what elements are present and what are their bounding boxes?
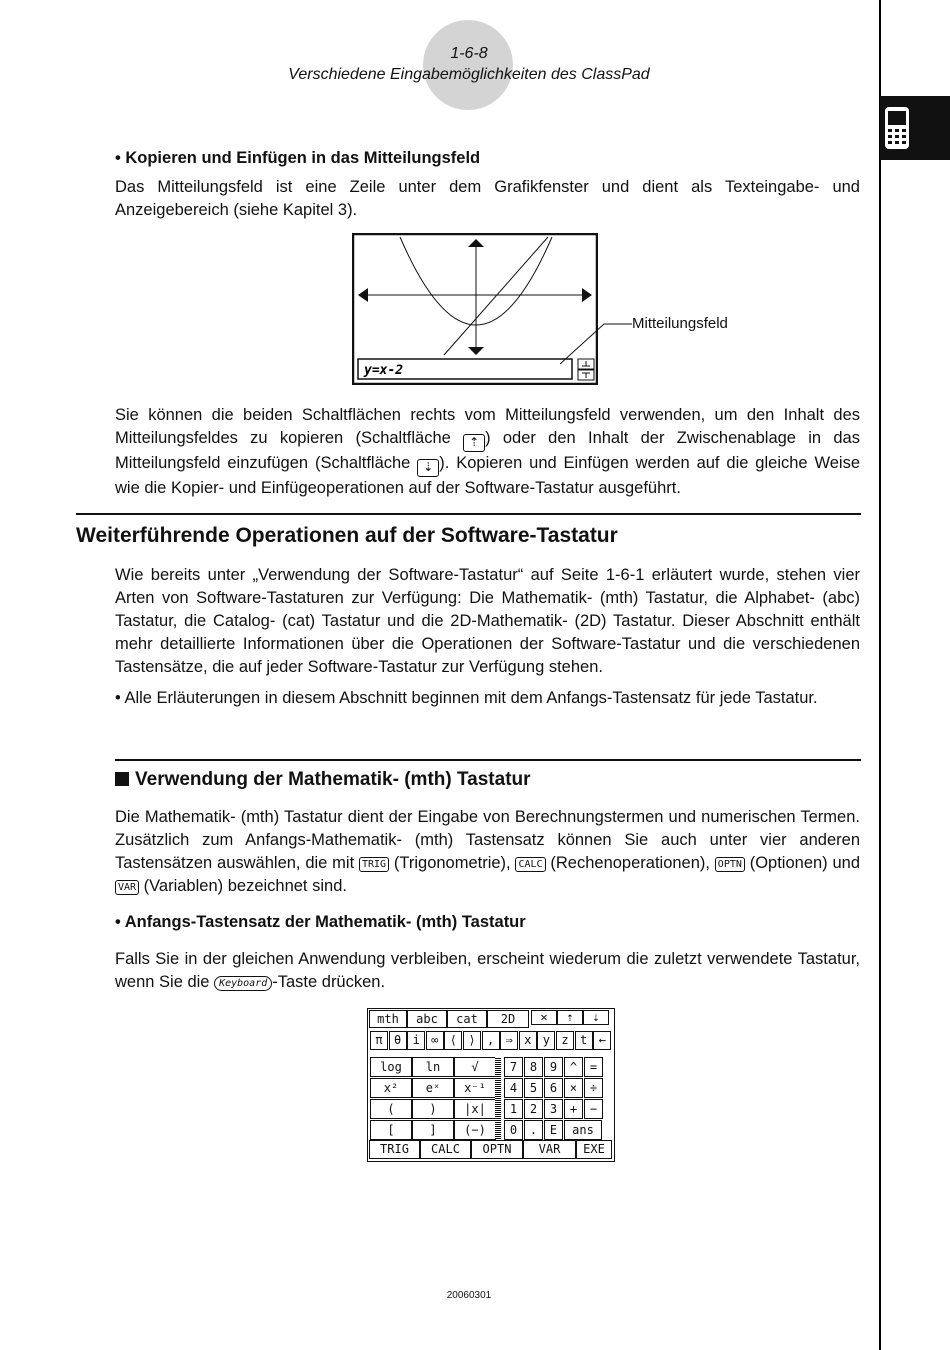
key-number: 2 (524, 1099, 543, 1119)
callout-label-message-field: Mitteilungsfeld (632, 315, 728, 332)
paste-button-icon: ⇣ (417, 459, 439, 477)
key-row1: ← (593, 1031, 611, 1050)
key-row1: ⟨ (444, 1031, 462, 1050)
footer-code: 20060301 (446, 1290, 492, 1301)
key-number: 4 (504, 1078, 523, 1098)
bullet-heading-initial-keyset: • Anfangs-Tastensatz der Mathematik- (mth) Tastatur (115, 913, 526, 931)
key-number: 1 (504, 1099, 523, 1119)
key-function: x² (370, 1078, 412, 1098)
key-function: √ (454, 1057, 496, 1077)
key-function: (−) (454, 1120, 496, 1140)
keyboard-key-icon: Keyboard (214, 976, 272, 991)
callout-leader-line (560, 318, 632, 366)
key-row1: π (370, 1031, 388, 1050)
subsection-heading: Verwendung der Mathematik- (mth) Tastatur (115, 769, 531, 791)
tab-mth: mth (369, 1010, 407, 1028)
key-bottom-trig: TRIG (369, 1140, 420, 1159)
key-number: = (584, 1057, 603, 1077)
section-heading-advanced: Weiterführende Operationen auf der Software-Tastatur (76, 524, 618, 547)
key-function: ] (412, 1120, 454, 1140)
paragraph-message-field: Das Mitteilungsfeld ist eine Zeile unter dem Grafikfenster und dient als Texteingabe- und Anzeigebereich (siehe Kapitel 3). (115, 178, 860, 219)
key-function: ln (412, 1057, 454, 1077)
key-function: [ (370, 1120, 412, 1140)
key-row1: ⟩ (463, 1031, 481, 1050)
page-header-title: Verschiedene Eingabemöglichkeiten des ClassPad (288, 66, 650, 83)
mth-keyboard-screenshot (367, 1008, 615, 1162)
tab-2d: 2D (487, 1010, 529, 1028)
key-row1: t (575, 1031, 593, 1050)
tab-abc: abc (407, 1010, 447, 1028)
page-edge-rule (879, 0, 881, 1350)
key-number: ÷ (584, 1078, 603, 1098)
calculator-icon (884, 106, 910, 150)
paragraph-mth-keyboard: Die Mathematik- (mth) Tastatur dient der Eingabe von Berechnungstermen und numerischen Termen. Zusätzlich zum Anfangs-Mathematik- (mth) Tastensatz können Sie auch unter vier anderen Tastensätzen auswählen, die mit TRIG (Trigonometrie), CALC (Rechenoperationen), OPTN (Optionen) und VAR (Variablen) bezeichnet sind. (115, 808, 861, 895)
subsection-divider (115, 759, 861, 761)
optn-key-icon: OPTN (715, 857, 745, 872)
paragraph-copy-paste-buttons: Sie können die beiden Schaltflächen rechts vom Mitteilungsfeld verwenden, um den Inhalt des Mitteilungsfeldes zu kopieren (Schaltfläche ⇡ ) oder den Inhalt der Zwischenablage in das Mitteilungsfeld einzufügen (Schaltfläche ⇣ ). Kopieren und Einfügen werden auf die gleiche Weise wie die Kopier- und Einfügeoperationen auf der Software-Tastatur ausgeführt. (115, 406, 861, 497)
key-bottom-var: VAR (523, 1140, 576, 1159)
key-number: + (564, 1099, 583, 1119)
key-bottom-exe: EXE (576, 1140, 612, 1159)
key-number: 9 (544, 1057, 563, 1077)
key-row1: z (556, 1031, 574, 1050)
key-row1: x (519, 1031, 537, 1050)
key-bottom-optn: OPTN (471, 1140, 523, 1159)
key-function: ) (412, 1099, 454, 1119)
paste-key-icon: ⇣ (583, 1010, 609, 1025)
section-divider (76, 513, 861, 515)
key-row1: , (482, 1031, 500, 1050)
key-number: ans (564, 1120, 602, 1140)
key-number: 8 (524, 1057, 543, 1077)
note-initial-keyset: • Alle Erläuterungen in diesem Abschnitt beginnen mit dem Anfangs-Tastensatz für jede Tastatur. (115, 689, 818, 707)
square-bullet-icon (115, 772, 129, 786)
key-number: × (564, 1078, 583, 1098)
key-function: ( (370, 1099, 412, 1119)
close-key-icon: ✕ (531, 1010, 557, 1025)
trig-key-icon: TRIG (359, 857, 389, 872)
tab-cat: cat (447, 1010, 487, 1028)
var-key-icon: VAR (115, 880, 139, 895)
page-number: 1-6-8 (450, 45, 488, 62)
key-row1: i (407, 1031, 425, 1050)
key-number: 6 (544, 1078, 563, 1098)
key-number: 5 (524, 1078, 543, 1098)
message-field-text: y=x-2 (364, 363, 404, 378)
paragraph-keyboard-key: Falls Sie in der gleichen Anwendung verbleiben, erscheint wiederum die zuletzt verwendete Tastatur, wenn Sie die Keyboard -Taste drücken. (115, 950, 860, 991)
key-row1: θ (389, 1031, 407, 1050)
page-number-badge (423, 20, 513, 110)
key-number: ^ (564, 1057, 583, 1077)
bullet-heading-copy-paste: • Kopieren und Einfügen in das Mitteilungsfeld (115, 149, 481, 167)
key-number: 0 (504, 1120, 523, 1140)
key-row1: ⇒ (500, 1031, 518, 1050)
key-number: 3 (544, 1099, 563, 1119)
key-bottom-calc: CALC (420, 1140, 471, 1159)
copy-button-icon: ⇡ (463, 434, 485, 452)
key-row1: y (537, 1031, 555, 1050)
key-function: eˣ (412, 1078, 454, 1098)
key-number: − (584, 1099, 603, 1119)
keyboard-separator (495, 1057, 501, 1139)
key-number: E (544, 1120, 563, 1140)
key-function: |x| (454, 1099, 496, 1119)
key-function: log (370, 1057, 412, 1077)
copy-key-icon: ⇡ (557, 1010, 583, 1025)
key-number: . (524, 1120, 543, 1140)
key-number: 7 (504, 1057, 523, 1077)
paragraph-keyboard-types: Wie bereits unter „Verwendung der Software-Tastatur“ auf Seite 1-6-1 erläutert wurde, stehen vier Arten von Software-Tastaturen zur Verfügung: Die Mathematik- (mth) Tastatur, die Alphabet- (abc) Tastatur, die Catalog- (cat) Tastatur und die 2D-Mathematik- (2D) Tastatur. Dieser Abschnitt enthält mehr detaillierte Informationen über die Operationen der Software-Tastatur und die verschiedenen Tastensätze, die auf jeder Software-Tastatur zur Verfügung stehen. (115, 566, 860, 676)
key-function: x⁻¹ (454, 1078, 496, 1098)
key-row1: ∞ (426, 1031, 444, 1050)
calc-key-icon: CALC (515, 857, 545, 872)
